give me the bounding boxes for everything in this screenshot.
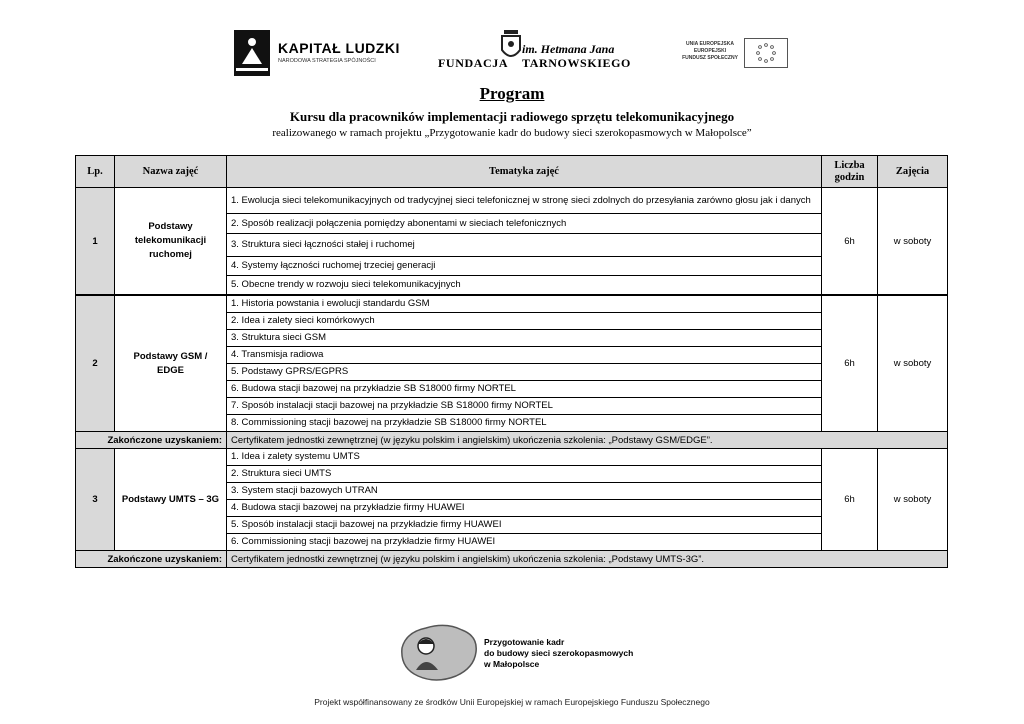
topic-cell: 1. Idea i zalety systemu UMTS	[227, 449, 822, 466]
eu-flag-icon	[744, 38, 788, 68]
topic-cell: 8. Commissioning stacji bazowej na przykładzie SB S18000 firmy NORTEL	[227, 415, 822, 432]
table-header-row	[76, 156, 948, 188]
eu-text	[680, 41, 740, 62]
page-title: Program	[479, 84, 545, 103]
module-lp: 2	[76, 295, 115, 432]
topic-cell: 5. Podstawy GPRS/EGPRS	[227, 364, 822, 381]
completion-label: Zakończone uzyskaniem:	[76, 551, 227, 568]
eu-line2: EUROPEJSKI	[693, 48, 727, 54]
table-row	[76, 449, 948, 466]
fundacja-prefix: FUNDACJA	[438, 56, 509, 70]
eu-line1: UNIA EUROPEJSKA	[686, 41, 734, 47]
topic-cell: 2. Sposób realizacji połączenia pomiędzy abonentami w sieciach telefonicznych	[227, 214, 822, 234]
kapital-ludzki-logo	[234, 30, 400, 80]
header-hours	[822, 156, 878, 188]
topic-cell: 1. Ewolucja sieci telekomunikacyjnych od tradycyjnej sieci telefonicznej w stronę sieci zdolnych do przesyłania zarówno głosu jak i danych	[227, 188, 822, 214]
topic-cell: 4. Systemy łączności ruchomej trzeciej generacji	[227, 257, 822, 276]
fundacja-name: TARNOWSKIEGO	[522, 56, 631, 70]
crest-icon	[500, 28, 522, 66]
fundacja-name-script: im. Hetmana Jana	[522, 42, 615, 56]
topic-cell: 6. Budowa stacji bazowej na przykładzie SB S18000 firmy NORTEL	[227, 381, 822, 398]
topic-cell: 7. Sposób instalacji stacji bazowej na przykładzie SB S18000 firmy NORTEL	[227, 398, 822, 415]
topic-cell: 6. Commissioning stacji bazowej na przykładzie firmy HUAWEI	[227, 534, 822, 551]
completion-text: Certyfikatem jednostki zewnętrznej (w języku polskim i angielskim) ukończenia szkolenia: „Podstawy UMTS-3G”.	[227, 551, 948, 568]
project-logo-line3: w Małopolsce	[484, 659, 540, 669]
kapital-ludzki-mark-icon	[234, 30, 270, 76]
header-hours-l2: godzin	[834, 171, 865, 183]
module-hours: 6h	[822, 295, 878, 432]
topic-cell: 1. Historia powstania i ewolucji standardu GSM	[227, 295, 822, 313]
header-topics: Tematyka zajęć	[227, 156, 822, 188]
page-subtitle: Kursu dla pracowników implementacji radiowego sprzętu telekomunikacyjnego	[289, 109, 735, 124]
topic-cell: 2. Struktura sieci UMTS	[227, 466, 822, 483]
module-classes: w soboty	[878, 295, 948, 432]
header-classes: Zajęcia	[878, 156, 948, 188]
completion-row	[76, 432, 948, 449]
module-name: Podstawy telekomunikacji ruchomej	[115, 188, 227, 296]
module-lp: 3	[76, 449, 115, 551]
module-classes: w soboty	[878, 449, 948, 551]
header-name: Nazwa zajęć	[115, 156, 227, 188]
topic-cell: 3. Struktura sieci GSM	[227, 330, 822, 347]
module-lp: 1	[76, 188, 115, 296]
table-row	[76, 188, 948, 214]
kapital-ludzki-title: KAPITAŁ LUDZKI	[278, 40, 400, 56]
topic-cell: 5. Obecne trendy w rozwoju sieci telekomunikacyjnych	[227, 276, 822, 296]
project-logo-line2: do budowy sieci szerokopasmowych	[484, 648, 634, 658]
eu-line3: FUNDUSZ SPOŁECZNY	[682, 55, 738, 61]
header-hours-l1: Liczba	[834, 159, 865, 171]
completion-text: Certyfikatem jednostki zewnętrznej (w języku polskim i angielskim) ukończenia szkolenia: „Podstawy GSM/EDGE”.	[227, 432, 948, 449]
kapital-ludzki-subtitle: NARODOWA STRATEGIA SPÓJNOŚCI	[278, 58, 376, 64]
table-row	[76, 295, 948, 313]
topic-cell: 3. Struktura sieci łączności stałej i ruchomej	[227, 234, 822, 257]
malopolska-map-icon	[396, 618, 482, 686]
module-classes: w soboty	[878, 188, 948, 296]
completion-label: Zakończone uzyskaniem:	[76, 432, 227, 449]
header-lp: Lp.	[76, 156, 115, 188]
module-hours: 6h	[822, 188, 878, 296]
topic-cell: 4. Transmisja radiowa	[227, 347, 822, 364]
footer-text: Projekt współfinansowany ze środków Unii Europejskiej w ramach Europejskiego Funduszu Społecznego	[314, 697, 710, 707]
project-logo-text	[484, 637, 633, 670]
module-name: Podstawy GSM / EDGE	[115, 295, 227, 432]
topic-cell: 2. Idea i zalety sieci komórkowych	[227, 313, 822, 330]
module-hours: 6h	[822, 449, 878, 551]
module-name: Podstawy UMTS – 3G	[115, 449, 227, 551]
topic-cell: 5. Sposób instalacji stacji bazowej na przykładzie firmy HUAWEI	[227, 517, 822, 534]
project-logo-line1: Przygotowanie kadr	[484, 637, 565, 647]
project-subtitle: realizowanego w ramach projektu „Przygotowanie kadr do budowy sieci szerokopasmowych w Małopolsce”	[272, 127, 752, 139]
topic-cell: 4. Budowa stacji bazowej na przykładzie firmy HUAWEI	[227, 500, 822, 517]
completion-row	[76, 551, 948, 568]
program-table	[75, 155, 948, 568]
eu-logo	[680, 38, 790, 70]
fundacja-logo	[438, 28, 631, 74]
topic-cell: 3. System stacji bazowych UTRAN	[227, 483, 822, 500]
project-logo	[396, 618, 636, 690]
